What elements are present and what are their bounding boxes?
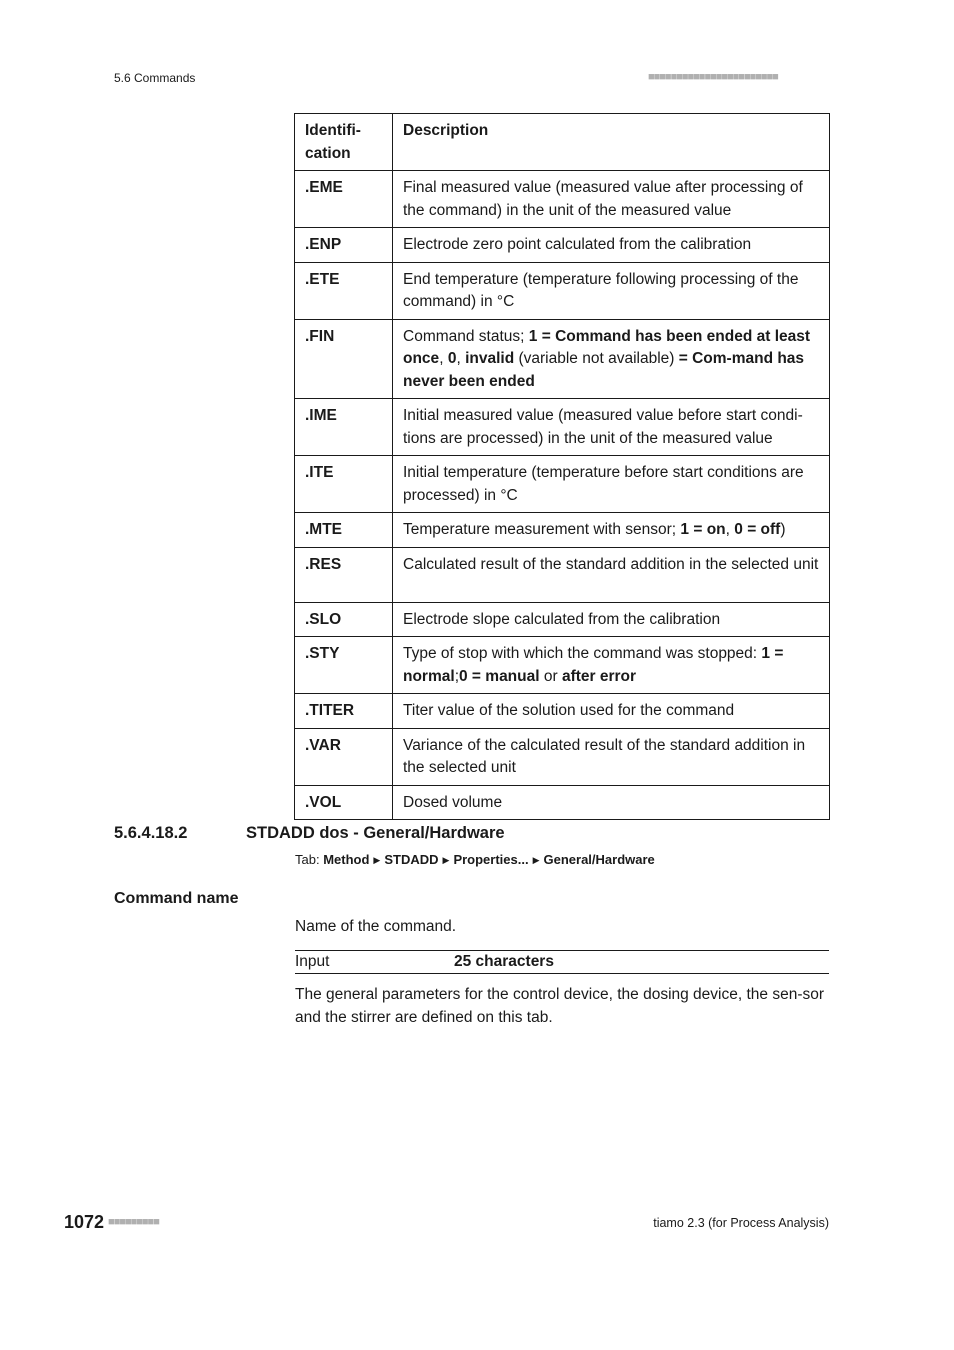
- triangle-right-icon: ▶: [442, 855, 450, 865]
- col-header-identification-line1: Identifi-: [305, 122, 361, 139]
- input-spec-row: [295, 950, 829, 974]
- col-header-identification: [295, 114, 393, 171]
- identification-cell: .SLO: [295, 602, 393, 637]
- table-row: [295, 319, 830, 399]
- identification-cell: .ENP: [295, 228, 393, 263]
- tab-prefix: Tab:: [295, 852, 320, 867]
- identification-cell: .EME: [295, 171, 393, 228]
- description-cell: Electrode slope calculated from the calibration: [393, 602, 830, 637]
- breadcrumb-item-method: Method: [323, 852, 370, 867]
- description-cell: Command status; 1 = Command has been ended at least once, 0, invalid (variable not available) = Com-mand has never been ended: [393, 319, 830, 399]
- description-cell: Dosed volume: [393, 785, 830, 820]
- table-row: [295, 262, 830, 319]
- col-header-description: Description: [393, 114, 830, 171]
- section-number: 5.6.4.18.2: [114, 824, 188, 842]
- section-title: STDADD dos - General/Hardware: [246, 824, 505, 842]
- description-cell: Titer value of the solution used for the command: [393, 694, 830, 729]
- identification-cell: .ITE: [295, 456, 393, 513]
- table-row: [295, 228, 830, 263]
- section-heading: [114, 824, 505, 843]
- identification-cell: .VAR: [295, 728, 393, 785]
- identification-cell: .STY: [295, 637, 393, 694]
- identification-cell: .FIN: [295, 319, 393, 399]
- body-paragraph: The general parameters for the control device, the dosing device, the sen-sor and the stirrer are defined on this tab.: [295, 986, 825, 1026]
- table-row: [295, 171, 830, 228]
- breadcrumb-item-properties: Properties...: [453, 852, 529, 867]
- table-row: [295, 547, 830, 602]
- description-cell: Initial temperature (temperature before start conditions are processed) in °C: [393, 456, 830, 513]
- identification-cell: .VOL: [295, 785, 393, 820]
- table-row: [295, 602, 830, 637]
- description-cell: Type of stop with which the command was stopped: 1 = normal;0 = manual or after error: [393, 637, 830, 694]
- table-row: [295, 399, 830, 456]
- triangle-right-icon: ▶: [532, 855, 540, 865]
- breadcrumb-item-stdadd: STDADD: [384, 852, 439, 867]
- table-row: [295, 728, 830, 785]
- identification-cell: .IME: [295, 399, 393, 456]
- tab-breadcrumb: [295, 852, 655, 867]
- description-cell: Electrode zero point calculated from the calibration: [393, 228, 830, 263]
- footer-product: tiamo 2.3 (for Process Analysis): [653, 1216, 829, 1230]
- breadcrumb-item-general-hardware: General/Hardware: [543, 852, 655, 867]
- table-row: [295, 694, 830, 729]
- input-label: Input: [295, 953, 330, 970]
- description-cell: End temperature (temperature following processing of the command) in °C: [393, 262, 830, 319]
- col-header-identification-line2: cation: [305, 144, 351, 162]
- identification-cell: .RES: [295, 547, 393, 602]
- description-cell: Calculated result of the standard addition in the selected unit: [393, 547, 830, 602]
- running-header-section: 5.6 Commands: [114, 71, 196, 85]
- table-row: [295, 785, 830, 820]
- command-name-description: Name of the command.: [295, 918, 457, 935]
- identification-table: [294, 113, 830, 820]
- header-dots: ■■■■■■■■■■■■■■■■■■■■■■■: [648, 71, 778, 83]
- identification-cell: .TITER: [295, 694, 393, 729]
- page-footer-left: [64, 1212, 159, 1233]
- table-row: [295, 513, 830, 548]
- description-cell: Variance of the calculated result of the standard addition in the selected unit: [393, 728, 830, 785]
- input-value: 25 characters: [454, 953, 554, 970]
- table-row: [295, 456, 830, 513]
- identification-cell: .ETE: [295, 262, 393, 319]
- description-cell: Final measured value (measured value after processing of the command) in the unit of the measured value: [393, 171, 830, 228]
- command-name-heading: Command name: [114, 890, 239, 907]
- description-cell: Temperature measurement with sensor; 1 = on, 0 = off): [393, 513, 830, 548]
- description-cell: Initial measured value (measured value before start condi-tions are processed) in the unit of the measured value: [393, 399, 830, 456]
- table-row: [295, 637, 830, 694]
- table-header-row: [295, 114, 830, 171]
- footer-dots: ■■■■■■■■■: [108, 1216, 159, 1228]
- triangle-right-icon: ▶: [373, 855, 381, 865]
- identification-cell: .MTE: [295, 513, 393, 548]
- page-number: 1072: [64, 1212, 105, 1232]
